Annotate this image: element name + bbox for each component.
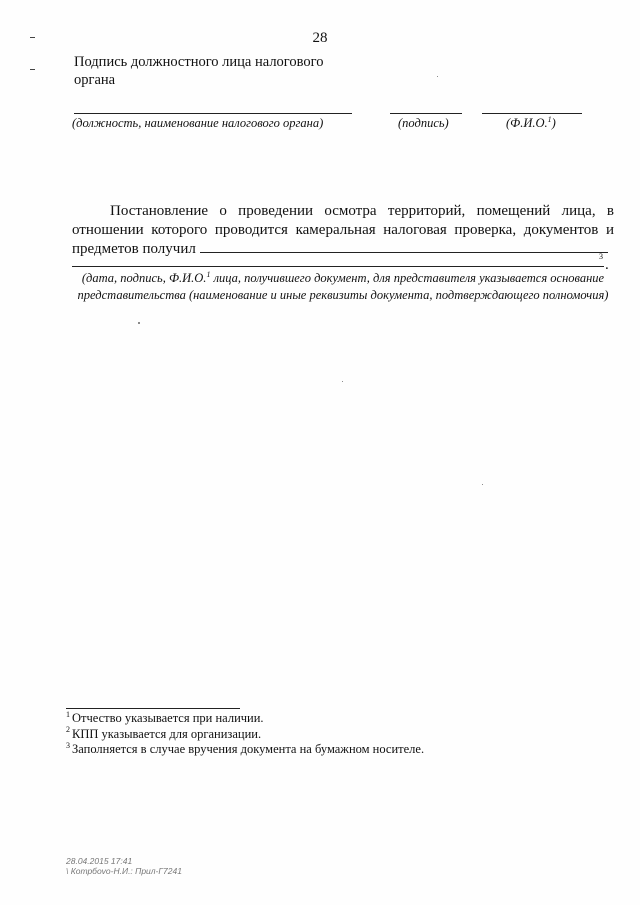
footnotes [66,711,566,758]
stamp-line-2: \ Котрбоvо-Н.И.: Прил-Г7241 [66,866,182,876]
recipient-fill-line [200,240,608,253]
footnote-text: КПП указывается для организации. [72,726,262,741]
scan-speck [138,322,140,324]
note-part-2: лица, получившего документ, для представителя указывается основание представительства (наименование и иные реквизиты документа, подтверждающего полномочия) [77,271,609,302]
note-part-1: (дата, подпись, Ф.И.О. [81,271,207,285]
resolution-paragraph [72,202,614,259]
footnote-number: 2 [66,725,70,735]
footnote-number: 3 [66,740,70,750]
name-caption-close: ) [551,116,556,130]
scan-speck [482,484,483,485]
recipient-note [72,270,614,304]
footnote-ref-3: 3 [599,252,603,261]
signature-line [390,113,462,114]
footnote-separator [66,708,240,709]
name-caption-sup: 1 [547,114,552,124]
footnote-2 [66,727,566,743]
position-caption: (должность, наименование налогового органа) [72,116,324,130]
resolution-period: . [605,257,609,273]
note-sup: 1 [206,269,211,279]
scan-mark [30,37,35,38]
footnote-1 [66,711,566,727]
resolution-text: Постановление о проведении осмотра территорий, помещений лица, в отношении которого проводится камеральная налоговая проверка, документов и предметов получил [72,203,614,257]
page-number: 28 [312,30,328,46]
recipient-line-2 [72,266,604,267]
footnote-text: Заполняется в случае вручения документа на бумажном носителе. [72,742,425,756]
name-caption-text: (Ф.И.О. [506,116,548,130]
scan-speck [437,76,438,77]
footnote-number: 1 [66,709,70,719]
scan-mark [30,69,35,70]
scan-speck [342,381,343,382]
name-caption [506,116,556,131]
stamp-line-1: 28.04.2015 17:41 [66,856,133,866]
footnote-text: Отчество указывается при наличии. [72,711,264,725]
footnote-3 [66,742,566,758]
print-stamp [66,856,182,876]
signature-caption: (подпись) [398,116,449,130]
signature-title: Подпись должностного лица налогового органа [74,54,324,88]
position-line [74,113,352,114]
name-line [482,113,582,114]
